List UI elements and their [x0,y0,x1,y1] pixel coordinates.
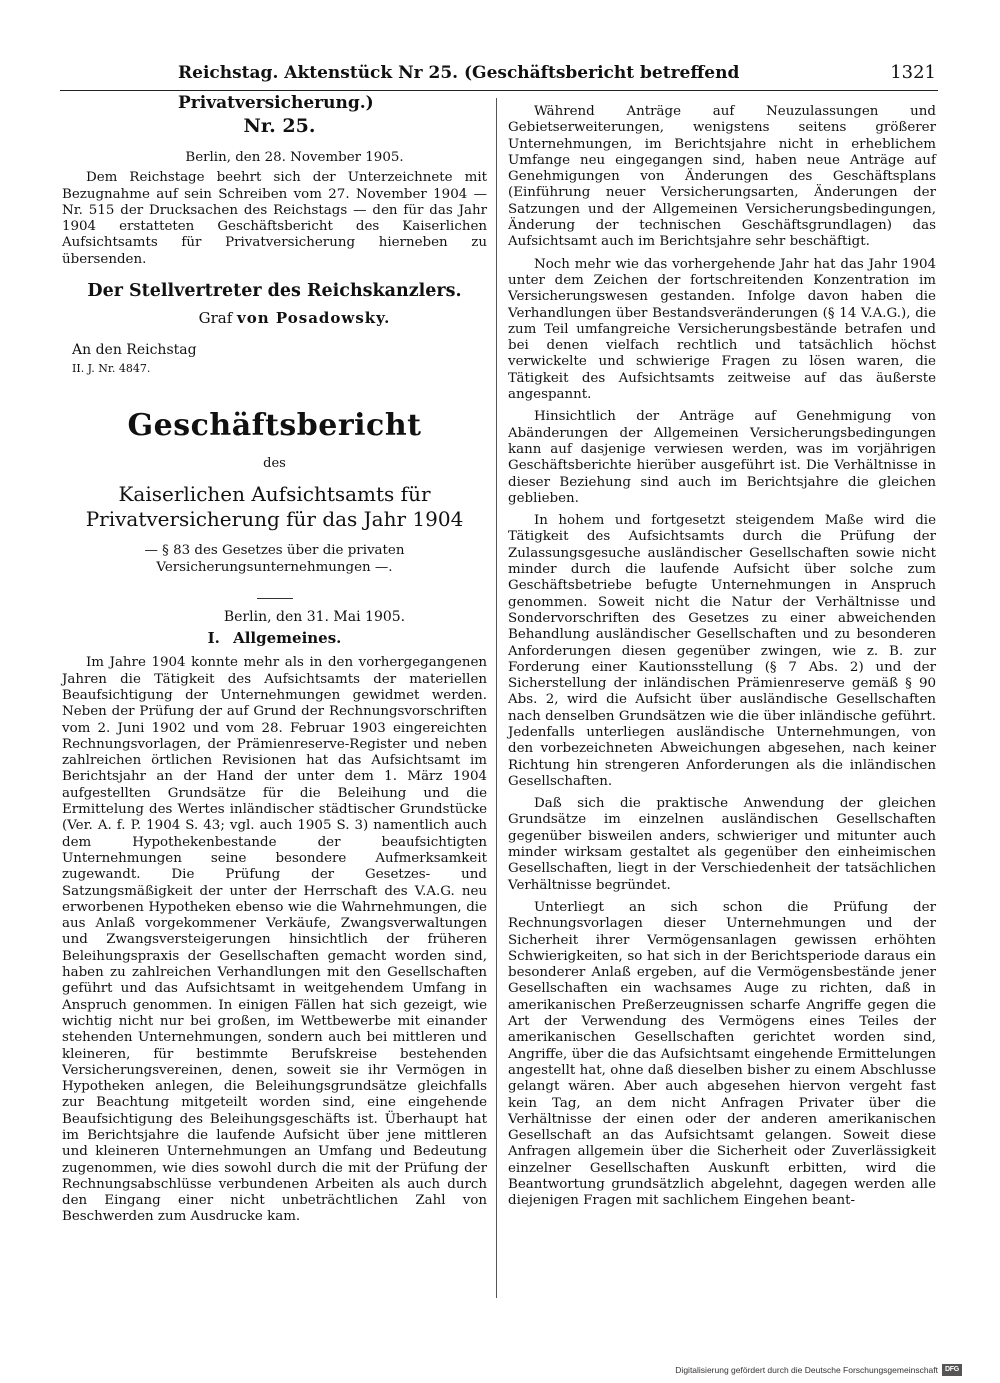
title-connector: des [263,456,286,472]
body-paragraph-left: Im Jahre 1904 konnte mehr als in den vorhergegangenen Jahren die Tätigkeit des Aufsichtsamts der materiellen Beaufsichtigung der Unternehmungen gewidmet werden. Neben der Prüfung der auf Grund der Rechnungsvorschriften vom 2. Juni 1902 und vom 28. Februar 1903 eingereichten Rechnungsvorlagen, der Prämienreserve-Register und neben zahlreichen örtlichen Revisionen hat das Aufsichtsamt im Berichtsjahr an der Hand der unter dem 1. März 1904 aufgestellten Grundsätze für die Beleihung und die Ermittelung des Wertes inländischer städtischer Grundstücke (Ver. A. f. P. 1904 S. 43; vgl. auch 1905 S. 3) namentlich auch dem Hypothekenbestande der beaufsichtigten Unternehmungen seine besondere Aufmerksamkeit zugewandt. Die Prüfung der Gesetzes- und Satzungsmäßigkeit der unter der Herrschaft des V.A.G. neu erworbenen Hypotheken ebenso wie die Wahrnehmungen, die aus Anlaß vorgekommener Verkäufe, Zwangsverwaltungen und Zwangsversteigerungen hinsichtlich der früheren Beleihungspraxis der Gesellschaften gemacht worden sind, haben zu zahlreichen Verhandlungen mit den Gesellschaften geführt und das Aufsichtsamt in weitgehendem Umfang in Anspruch genommen. In einigen Fällen hat sich gezeigt, wie wichtig nicht nur bei großen, im Wettbewerbe mit einander stehenden Unternehmungen, sondern auch bei mittleren und kleineren, für bestimmte Berufskreise bestehenden Versicherungsvereinen, denen, soweit sie ihr Vermögen in Hypotheken anlegen, die Beleihungsgrundsätze gleichfalls zur Beachtung mitgeteilt worden sind, eine eingehende Beaufsichtigung des Beleihungsgeschäfts ist. Überhaupt hat im Berichtsjahre die laufende Aufsicht über jene mittleren und kleineren Unternehmungen an Umfang und Bedeutung zugenommen, wie dies sowohl durch die mit der Prüfung der Rechnungsabschlüsse verbundenen Arbeiten als auch durch den Eingang einer nicht unbeträchtlichen Zahl von Beschwerden zum Ausdrucke kam. [62,655,487,1225]
law-reference: — § 83 des Gesetzes über die privaten Versicherungsunternehmungen —. [144,543,405,576]
section-heading [62,627,487,649]
running-head [60,58,936,113]
report-date: Berlin, den 31. Mai 1905. [223,609,406,626]
stellvertreter-heading: Der Stellvertreter des Reichskanzlers. [87,281,462,302]
paragraph-right-4: In hohem und fortgesetzt steigendem Maße wird die Tätigkeit des Aufsichtsamts durch die Prüfung der Zulassungsgesuche ausländischer Gesellschaften sowie nicht minder durch die laufende Aufsicht über solche zum Geschäftsbetriebe befugte Unternehmungen in Anspruch genommen. Soweit nicht die Natur der Verhältnisse und Sondervorschriften des Gesetzes zu einer abweichenden Behandlung ausländischer Gesellschaften und zu besonderen Anforderungen diesen gegenüber zwingen, wie z. B. zur Forderung einer Kautionsstellung (§ 7 Abs. 2) und der Sicherstellung der inländischen Prämienreserve gemäß § 90 Abs. 2, wird die Aufsicht über ausländische Gesellschaften nach denselben Grundsätzen wie die über inländische geführt. Jedenfalls unterliegen ausländische Unternehmungen, von den vorbezeichneten Abweichungen abgesehen, nach keiner Richtung hin strengeren Anforderungen als die inländischen Gesellschaften. [508,513,936,789]
paragraph-right-3: Hinsichtlich der Anträge auf Genehmigung von Abänderungen der Allgemeinen Versicherungsbedingungen kann auf dasjenige verwiesen werden, was im vorjährigen Geschäftsberichte hierüber ausgeführt ist. Die Verhältnisse in dieser Beziehung sind auch im Berichtsjahre die gleichen geblieben. [508,409,936,506]
header-rule [60,90,938,91]
paragraph-right-1: Während Anträge auf Neuzulassungen und Gebietserweiterungen, wenigstens seitens größerer Unternehmungen, im Berichtsjahre nicht in erheblichem Umfange neu eingegangen sind, haben neue Anträge auf Genehmigungen von Änderungen des Geschäftsplans (Einführung neuer Versicherungsarten, Änderungen der Satzungen und der Allgemeinen Versicherungsbedingungen, Änderung der technischen Geschäftsgrundlagen) das Aufsichtsamt auch im Berichtsjahre sehr beschäftigt. [508,104,936,250]
left-column [62,100,487,1226]
column-divider [496,98,497,1298]
dfg-logo: DFG [942,1364,962,1376]
report-title: Geschäftsbericht [127,408,422,444]
paragraph-right-6: Unterliegt an sich schon die Prüfung der Rechnungsvorlagen dieser Unternehmungen und der Sicherheit ihrer Vermögensanlagen gewissen erhöhten Schwierigkeiten, so hat sich in der Berichtsperiode daraus ein besonderer Anlaß ergeben, auf die Vermögensbestände jener Gesellschaften ein wachsames Auge zu richten, daß in amerikanischen Preßerzeugnissen scharfe Angriffe gegen die Art der Verwendung des Vermögens eines Teiles der amerikanischen Gesellschaften gerichtet worden sind, Angriffe, über die das Aufsichtsamt eingehende Ermittelungen angestellt hat, ohne daß dieselben bisher zu einem Abschlusse gelangt wären. Aber auch abgesehen hiervon vergeht fast kein Tag, an dem nicht Anfragen Privater über die Verhältnisse der einen oder der anderen amerikanischen Gesellschaft an das Aufsichtsamt gelangen. Soweit diese Anfragen allgemein über die Sicherheit oder Zuverlässigkeit einzelner Gesellschaften Auskunft erbitten, wird die Beantwortung grundsätzlich abgelehnt, dagegen werden alle diejenigen Fragen mit sachlichem Eingehen beant- [508,899,936,1209]
addressee: An den Reichstag [72,342,197,359]
report-subtitle: Kaiserlichen Aufsichtsamts für Privatversicherung für das Jahr 1904 [85,482,464,532]
reference-number: II. J. Nr. 4847. [72,362,151,376]
short-divider [257,598,293,599]
paragraph-right-2: Noch mehr wie das vorhergehende Jahr hat das Jahr 1904 unter dem Zeichen der fortschreitenden Konzentration im Versicherungswesen gestanden. Infolge davon haben die Verhandlungen über Bestandsveränderungen (§ 14 V.A.G.), die zum Teil umfangreiche Versicherungsbestände betrafen und bei denen vielfach rechtlich und tatsächlich höchst verwickelte und schwierige Fragen zu lösen waren, die Tätigkeit des Aufsichtsamts zeitweise auf das äußerste angespannt. [508,256,936,403]
paragraph-right-5: Daß sich die praktische Anwendung der gleichen Grundsätze im einzelnen ausländischen Gesellschaften gegenüber bisweilen anders, schwieriger und mitunter auch minder wirksam gestaltet als gegenüber den einheimischen Gesellschaften, liegt in der Verschiedenheit der tatsächlichen Verhältnisse begründet. [508,796,936,893]
signature-name: von Posadowsky. [237,309,391,328]
digitization-credit [675,1362,962,1378]
document-number: Nr. 25. [243,115,316,137]
running-head-title: Reichstag. Aktenstück Nr 25. (Geschäftsbericht betreffend Privatversicherung.) [178,63,740,113]
letter-date: Berlin, den 28. November 1905. [185,150,404,165]
right-column [508,104,936,1210]
credit-text: Digitalisierung gefördert durch die Deutsche Forschungsgemeinschaft [675,1365,938,1375]
signature-prefix: Graf [198,309,233,328]
signature [62,308,487,328]
section-number: I. [207,629,220,648]
page-number: 1321 [890,62,936,83]
section-title: Allgemeines. [233,629,342,648]
cover-letter: Dem Reichstage beehrt sich der Unterzeichnete mit Bezugnahme auf sein Schreiben vom 27. November 1904 — Nr. 515 der Drucksachen des Reichstags — den für das Jahr 1904 erstatteten Geschäftsbericht des Kaiserlichen Aufsichtsamts für Privatversicherung hierneben zu übersenden. [62,170,487,267]
